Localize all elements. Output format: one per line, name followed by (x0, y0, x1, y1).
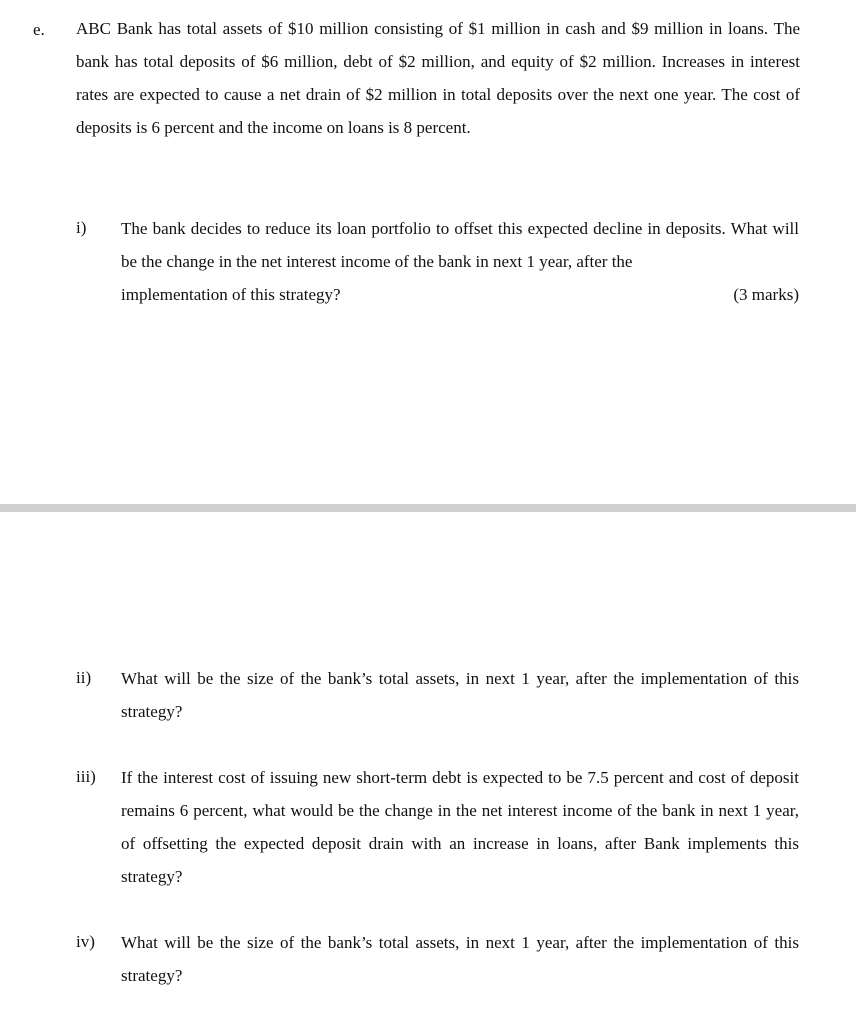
sub-question-label-iv: iv) (76, 932, 95, 951)
sub-question-i-text-end: implementation of this strategy? (121, 285, 341, 304)
sub-question-iii-text: If the interest cost of issuing new short-term debt is expected to be 7.5 percent and cost of deposit remains 6 percent, what would be the change in the net interest income of the bank in next 1 year, of offsetting the expected deposit drain with an increase in loans, after Bank implements this strategy? (121, 768, 799, 886)
sub-question-i (121, 212, 799, 311)
marks-label: (3 marks) (733, 285, 799, 304)
sub-question-ii-text: What will be the size of the bank’s total assets, in next 1 year, after the implementation of this strategy? (121, 669, 799, 721)
sub-question-iv-text: What will be the size of the bank’s total assets, in next 1 year, after the implementation of this strategy? (121, 933, 799, 985)
page-separator (0, 504, 856, 512)
document-page-2 (0, 512, 856, 1024)
document-page-1 (0, 0, 856, 504)
sub-question-label-iii: iii) (76, 767, 96, 786)
sub-question-i-last-line (121, 278, 799, 311)
sub-question-label-ii: ii) (76, 668, 92, 687)
sub-question-i-text: The bank decides to reduce its loan portfolio to offset this expected decline in deposits. What will be the change in the net interest income of the bank in next 1 year, after the (121, 219, 799, 271)
sub-question-label-i: i) (76, 218, 87, 237)
question-label: e. (33, 20, 45, 39)
question-text: ABC Bank has total assets of $10 million consisting of $1 million in cash and $9 million in loans. The bank has total deposits of $6 million, debt of $2 million, and equity of $2 million. Increases in interest rates are expected to cause a net drain of $2 million in total deposits over the next one year. The cost of deposits is 6 percent and the income on loans is 8 percent. (76, 19, 800, 137)
